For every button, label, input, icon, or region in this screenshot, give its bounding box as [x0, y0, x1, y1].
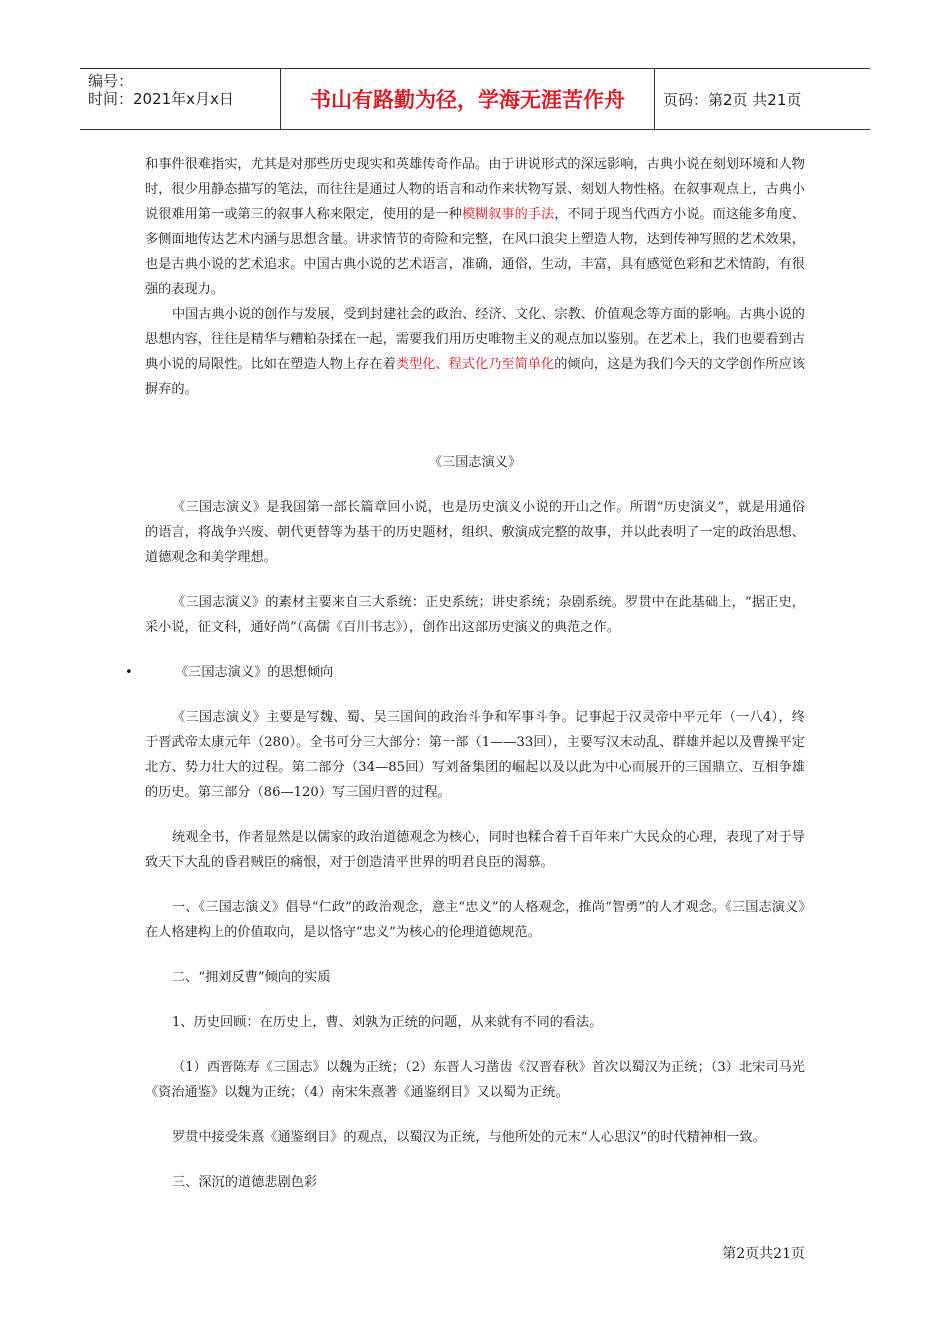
highlight-text: 模糊叙事的手法 — [461, 207, 555, 222]
bullet-icon: • — [125, 665, 133, 680]
paragraph-10: （1）西晋陈寿《三国志》以魏为正统；（2）东晋人习凿齿《汉晋春秋》首次以蜀汉为正统；（3）北宋司马光《资治通鉴》以魏为正统；（4）南宋朱熹著《通鉴纲目》又以蜀为正统。 — [145, 1060, 805, 1100]
number-label: 编号： — [88, 72, 134, 90]
section-title: 《三国志演义》 — [428, 455, 522, 470]
bullet-item — [125, 660, 805, 685]
paragraph-6: 统观全书，作者显然是以儒家的政治道德观念为核心，同时也糅合着千百年来广大民众的心理，表现了对于导致天下大乱的昏君贼臣的痛恨，对于创造清平世界的明君良臣的渴慕。 — [145, 830, 805, 870]
paragraph-2 — [145, 302, 805, 402]
header-page-label: 页码：第2页 共21页 — [663, 90, 802, 109]
page-footer: 第2页共21页 — [722, 1246, 805, 1262]
text-span: ，不同于现当代西方小说。而这能多角度、多侧面地传达艺术内涵与思想含量。讲求情节的奇险和完整，在风口浪尖上塑造人物，达到传神写照的艺术效果，也是古典小说的艺术追求。中国古典小说的艺术语言，准确，通俗，生动，丰富，具有感觉色彩和艺术情韵，有很强的表现力。 — [145, 207, 806, 297]
text-span: 中国古典小说的创作与发展，受到封建社会的政治、经济、文化、宗教、价值观念等方面的影响。古典小说的思想内容，往往是精华与糟粕杂揉在一起，需要我们用历史唯物主义的观点加以鉴别。在艺术上，我们也要看到古典小说的局限性。比如在塑造人物上存在着 — [145, 307, 805, 372]
header-left-cell — [80, 69, 280, 129]
text-span: 的倾向，这是为我们今天的文学创作所应该摒弃的。 — [145, 357, 806, 397]
paragraph-11: 罗贯中接受朱熹《通鉴纲目》的观点，以蜀汉为正统，与他所处的元末“人心思汉”的时代精神相一致。 — [172, 1130, 766, 1145]
paragraph-7: 一、《三国志演义》倡导“仁政”的政治观念，意主“忠义”的人格观念，推尚“智勇”的人才观念。《三国志演义》在人格建构上的价值取向，是以恪守“忠义”为核心的伦理道德规范。 — [145, 900, 805, 940]
text-span: 和事件很难指实，尤其是对那些历史现实和英雄传奇作品。由于讲说形式的深远影响，古典小说在刻划环境和人物时，很少用静态描写的笔法，而往往是通过人物的语言和动作来状物写景、刻划人物性格。在叙事观点上，古典小说很难用第一或第三的叙事人称来限定，使用的是一种 — [145, 157, 805, 222]
header-table — [80, 68, 870, 130]
paragraph-4: 《三国志演义》的素材主要来自三大系统：正史系统；讲史系统；杂剧系统。罗贯中在此基础上，“据正史，采小说，征文科，通好尚”（高儒《百川书志》），创作出这部历史演义的典范之作。 — [145, 595, 805, 635]
bullet-text: 《三国志演义》的思想倾向 — [175, 665, 334, 680]
paragraph-5: 《三国志演义》主要是写魏、蜀、吴三国间的政治斗争和军事斗争。记事起于汉灵帝中平元年（一八4），终于晋武帝太康元年（280）。全书可分三大部分：第一部（1——33回），主要写汉末动乱、群雄并起以及曹操平定北方、势力壮大的过程。第二部分（34—85回）写刘备集团的崛起以及以此为中心而展开的三国鼎立、互相争雄的历史。第三部分（86—120）写三国归晋的过程。 — [145, 710, 805, 800]
paragraph-3: 《三国志演义》是我国第一部长篇章回小说，也是历史演义小说的开山之作。所谓“历史演义”，就是用通俗的语言，将战争兴废、朝代更替等为基干的历史题材，组织、敷演成完整的故事，并以此表明了一定的政治思想、道德观念和美学理想。 — [145, 500, 805, 565]
paragraph-12: 三、深沉的道德悲剧色彩 — [172, 1175, 318, 1190]
paragraph-1 — [145, 152, 805, 302]
highlight-text: 类型化、程式化乃至简单化 — [395, 357, 555, 372]
header-motto: 书山有路勤为径，学海无涯苦作舟 — [280, 69, 655, 129]
document-body — [125, 152, 806, 1195]
paragraph-8: 二、“拥刘反曹”倾向的实质 — [172, 970, 331, 985]
date-label: 时间：2021年x月x日 — [88, 90, 234, 108]
paragraph-9: 1、历史回顾：在历史上，曹、刘孰为正统的问题，从来就有不同的看法。 — [172, 1015, 603, 1030]
